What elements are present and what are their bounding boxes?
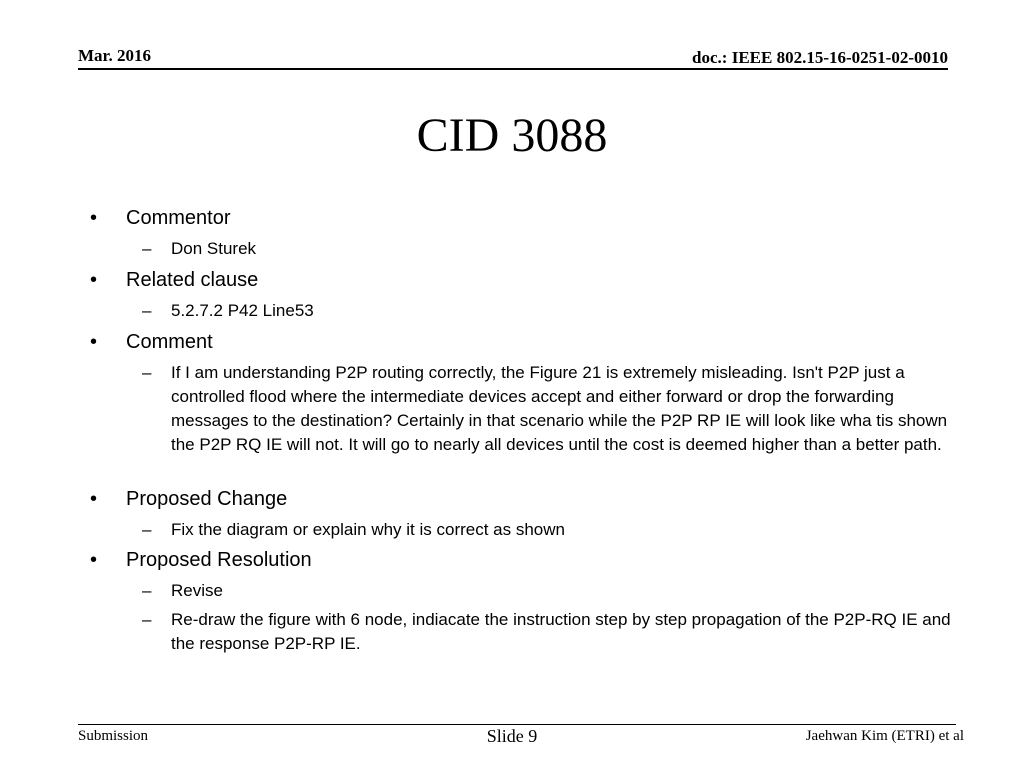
bullet-marker: •	[90, 269, 98, 291]
dash-marker: –	[142, 239, 152, 258]
sub-item-text: Re-draw the figure with 6 node, indiacate the instruction step by step propagation of the P2P-RQ IE and the response P2P-RP IE.	[171, 610, 951, 653]
sub-item-text: If I am understanding P2P routing correctly, the Figure 21 is extremely misleading. Isn't P2P just a controlled flood where the intermediate devices accept and either forward or drop the forwarding messages to the destination? Certainly in that scenario while the P2P RP IE will look like wha tis shown the P2P RQ IE will not. It will go to nearly all devices until the cost is deemed higher than a better path.	[171, 363, 948, 454]
header-divider	[78, 68, 948, 70]
bullet-label: Commentor	[126, 207, 231, 229]
dash-marker: –	[142, 581, 152, 600]
footer-submission: Submission	[78, 728, 149, 744]
sub-item-text: Fix the diagram or explain why it is correct as shown	[171, 520, 565, 539]
sub-item-text: Don Sturek	[171, 239, 257, 258]
bullet-marker: •	[90, 331, 98, 353]
dash-marker: –	[142, 301, 152, 320]
bullet-marker: •	[90, 549, 98, 571]
dash-marker: –	[142, 363, 152, 382]
header-doc-id: doc.: IEEE 802.15-16-0251-02-0010	[692, 48, 948, 67]
sub-item-text: 5.2.7.2 P42 Line53	[171, 301, 314, 320]
bullet-label: Proposed Change	[126, 488, 288, 510]
slide-title: CID 3088	[416, 109, 608, 162]
sub-item-text: Revise	[171, 581, 223, 600]
bullet-marker: •	[90, 207, 98, 229]
header-date: Mar. 2016	[78, 46, 152, 65]
dash-marker: –	[142, 610, 152, 629]
dash-marker: –	[142, 520, 152, 539]
footer-divider	[78, 724, 956, 725]
footer-author: Jaehwan Kim (ETRI) et al	[805, 728, 964, 744]
bullet-label: Related clause	[126, 269, 259, 291]
footer-slide-number: Slide 9	[486, 726, 538, 746]
bullet-label: Comment	[126, 331, 213, 353]
bullet-marker: •	[90, 488, 98, 510]
bullet-label: Proposed Resolution	[126, 549, 312, 571]
